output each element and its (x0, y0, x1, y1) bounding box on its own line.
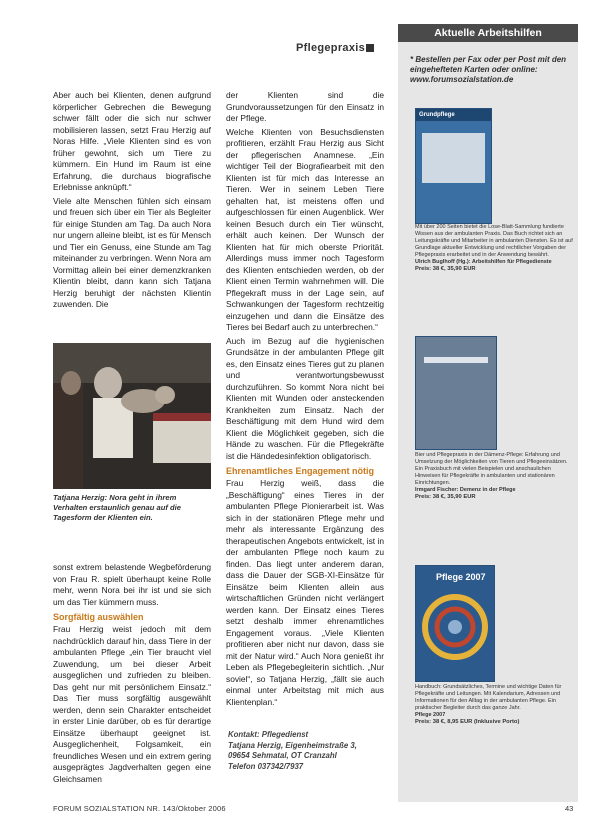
photo-caption: Tatjana Herzig: Nora geht in ihrem Verhalten erstaunlich genau auf die Tagesform der Klienten ein. (53, 493, 181, 522)
book-description: Handbuch: Grundsätzliches, Termine und wichtige Daten für Pflegekräfte und Leitungen. Mit Kalendarium, Adressen und Informationen für den Alltag in der ambulanten Pflege. Ein praktischer Begleiter durch das ganze Jahr. Pflege 2007 Preis: 38 €, 8,95 EUR (Inklusive Porto) (415, 684, 562, 725)
book-cover-demenz[interactable] (415, 336, 497, 450)
footer-publication: FORUM SOZIALSTATION NR. 143/Oktober 2006 (53, 804, 226, 813)
book-cover-title: Pflege 2007 (436, 572, 486, 582)
left-column-continued (53, 562, 211, 787)
paragraph: Auch im Bezug auf die hygienischen Grundsätze in der ambulanten Pflege gilt es, den Einsatz eines Tieres gut zu planen und verantwortungsbewusst durchzuführen. So kommt Nora nicht bei Klienten mit Wunden oder ansteckenden Krankheiten zum Einsatz. Nach der Beschäftigung mit dem Hund wird dem Klient die Möglichkeit gegeben, sich die Hände zu waschen. Für die Pflegekräfte ist die Händedesinfektion obligatorisch. (226, 335, 384, 461)
contact-city: 09654 Sehmatal, OT Cranzahl (228, 751, 337, 760)
paragraph: Welche Klienten von Besuchsdiensten profitieren, erzählt Frau Herzig aus Sicht der pflegerischen Anamnese. „Ein wichtiger Teil der Biografiearbeit mit den Klienten ist für mich das Interesse an Tieren. Wer in seinem Leben Tiere gehalten hat, ist meistens offen und aufgeschlossen für einen Augenblick. Wer keinen Besuch durch ein Tier wünscht, erhält auch keinen. Der Wunsch der Klienten hat für mich oberste Priorität. Allerdings muss immer noch Tagesform des Klienten entschieden werden, ob der Klient einen Termin wahrnehmen will. Die Pflegekraft muss in der Lage sein, auf Schwankungen der Tagesform rechtzeitig einzugehen und dann die Einsätze des Tieres bei Bedarf auch zu unterbrechen.“ (226, 126, 384, 332)
book-cover-stripe (424, 357, 488, 363)
book-description: Bier und Pflegepraxis in der Dämenz-Pflege: Erfahrung und Umsetzung der Möglichkeiten von Tieren und Pflegeeinsätzen. Ein Praxisbuch mit vielen Beispielen und anschaulichen Hinweisen für Pflegekräfte in ambulanten und stationären Einrichtungen. Irmgard Fischer: Demenz in der Pflege Preis: 38 €, 35,90 EUR (415, 452, 568, 500)
book-cover-circle-icon (416, 582, 494, 672)
book-description: Mit über 200 Seiten bietet die Lose-Blatt-Sammlung fundierte Wissen aus der ambulanten Praxis. Das Buch richtet sich an Leitungskräfte und Mitarbeiter in ambulanten Diensten. Es ist auf Grundlage aktueller Entwicklung und rechtlicher Vorgaben der Pflegepraxis erarbeitet und in der Anwendung bewährt. Ulrich Buglhoff (Hg.): Arbeitshilfen für Pflegedienste Preis: 38 €, 35,90 EUR (415, 224, 573, 272)
book-cover-image (422, 133, 485, 183)
article-photo (53, 343, 211, 489)
photo-illustration (53, 343, 211, 489)
paragraph: Aber auch bei Klienten, denen aufgrund körperlicher Gebrechen die Bewegung schwer fällt oder die sich nur schwer mobilisieren lassen, setzt Frau Herzig auf Noras Hilfe. „Viele Klienten sind es von früher gewohnt, sich um Tiere zu kümmern. Ein Hund im Raum ist eine Erfahrung, die durchaus biografische Erlebnisse anknüpft.“ (53, 90, 211, 192)
sidebar-title: Aktuelle Arbeitshilfen (398, 24, 578, 42)
paragraph: Viele alte Menschen fühlen sich einsam und freuen sich über ein Tier als Begleiter für einige Stunden am Tag. Da auch Nora nur ungern alleine bleibt, ist es für Mensch und Tier ein Genuss, eine Stunde am Tag miteinander zu verbringen. Wenn Nora am Vormittag allein bei einer demenzkranken Klientin bleibt, dann kann sich Tatjana Herzig beruhigt der nächsten Klientin zuwenden. Die (53, 195, 211, 309)
section-title: Pflegepraxis (296, 42, 366, 54)
paragraph: sonst extrem belastende Wegbeförderung von Frau R. spielt überhaupt keine Rolle mehr, wenn Nora bei ihr ist und sie sich um das Tier kümmern muss. (53, 562, 211, 607)
order-note: * Bestellen per Fax oder per Post mit den eingehefteten Karten oder online: www.forumsozialstation.de (410, 55, 567, 84)
left-column (53, 90, 211, 313)
contact-block (228, 730, 388, 772)
page-number: 43 (565, 804, 574, 813)
paragraph: Frau Herzig weist jedoch mit dem nachdrücklich darauf hin, dass Tiere in der ambulanten Pflege „ein Tier braucht viel Zuwendung, um bei dieser Arbeit ausgeglichen und zufrieden zu bleiben. Das geht nur mit persönlichem Einsatz.“ Das Tier muss sorgfältig ausgewählt werden, denn sein Charakter entscheidet in erster Linie darüber, ob es für derartige Einsätze überhaupt geeignet ist. Ausgeglichenheit, Folgsamkeit, ein freundliches Wesen und ein extrem gering ausgeprägtes Jagdverhalten gegen eine Gleichsamen (53, 624, 211, 784)
subheading: Ehrenamtliches Engagement nötig (226, 466, 375, 476)
book-cover-pflege-2007[interactable] (415, 565, 495, 682)
book-cover-arbeitshilfen[interactable] (415, 108, 492, 224)
subheading: Sorgfältig auswählen (53, 612, 144, 622)
contact-name: Tatjana Herzig, Eigenheimstraße 3, (228, 740, 357, 750)
contact-phone: Telefon 037342/7937 (228, 761, 304, 771)
contact-label: Kontakt: Pflegedienst (228, 730, 309, 739)
section-square-icon (366, 44, 374, 52)
middle-column (226, 90, 384, 710)
paragraph: der Klienten sind die Grundvoraussetzungen für den Einsatz in der Pflege. (226, 90, 384, 123)
paragraph: Frau Herzig weiß, dass die „Beschäftigung“ eines Tieres in der ambulanten Pflege Pionierarbeit ist. Was sich in der stationären Pflege mehr und mehr als interessante Ergänzung des therapeutischen Angebots entwickelt, ist in der ambulanten Pflege noch kaum zu finden. Das liegt unter anderem daran, dass die Dauer der SGB-XI-Einsätze für Einsätze beim Klienten allein aus wirtschaftlichen Gründen nicht verlängert werden kann. Der Einsatz eines Tieres setzt deshalb immer ehrenamtliches Engagement voraus. „Viele Klienten profitieren aber nicht nur davon, dass sie mit der Natur wird.“ Auch Nora genießt ihr Leben als Pflegebegleiterin sichtlich. „Nur soviel“, so Tatjana Herzig, „fällt sie auch einmal unter Arbeitstag mit mich aus Klientenplan.“ (226, 478, 384, 707)
book-cover-title: Grundpflege (416, 109, 491, 121)
